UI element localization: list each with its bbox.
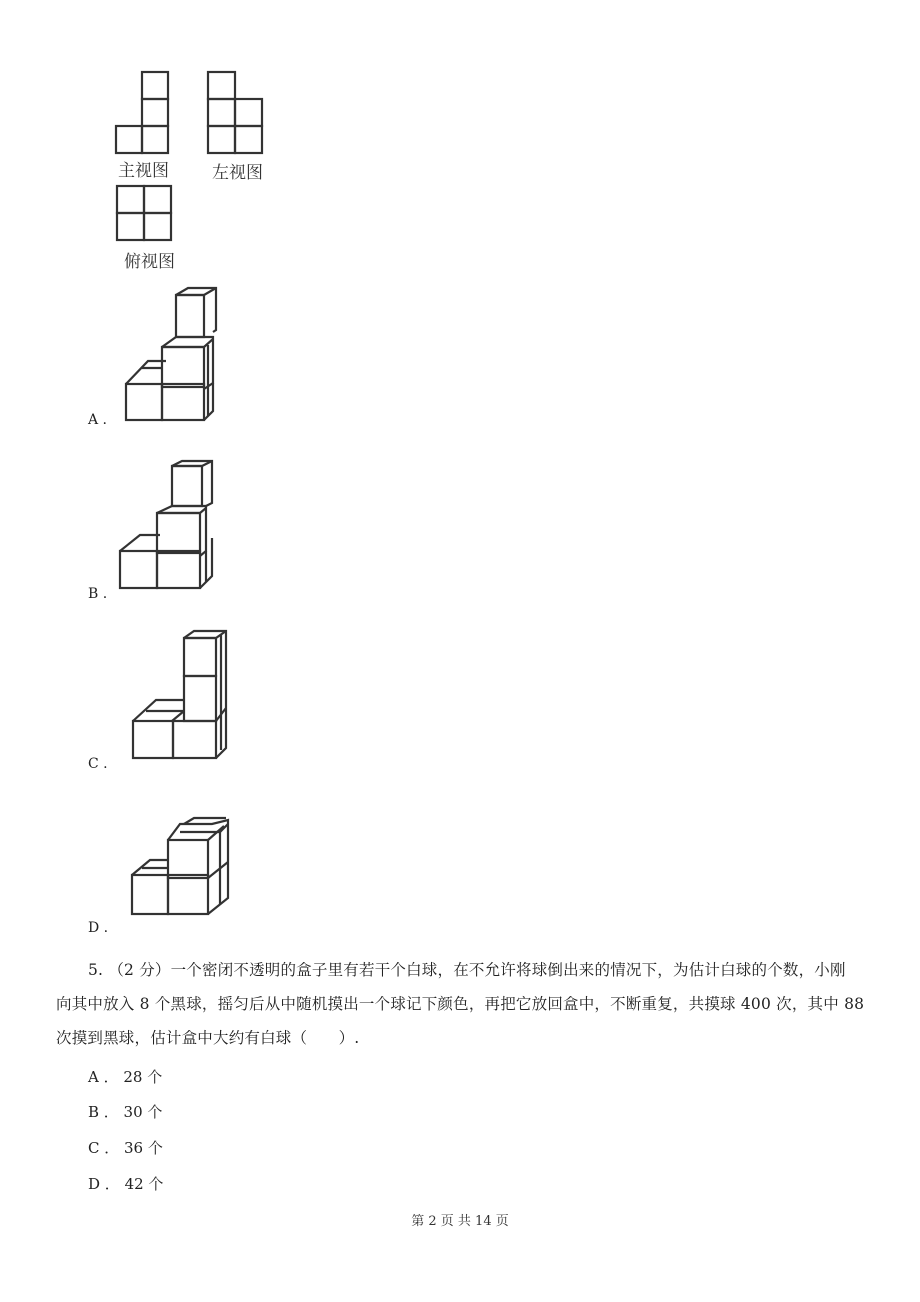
question-5-line-1: 5. （2 分）一个密闭不透明的盒子里有若干个白球，在不允许将球倒出来的情况下，为估计白球的个数，小刚 (88, 961, 846, 979)
page-footer: 第 2 页 共 14 页 (411, 1214, 509, 1229)
option-a-figure (118, 285, 228, 423)
option-d-figure (128, 818, 238, 918)
option-c-label: C . (88, 756, 108, 772)
front-view-label: 主视图 (118, 161, 169, 181)
option-a-label: A . (88, 412, 108, 428)
option-c-figure (128, 628, 238, 763)
option-b-label: B . (88, 586, 108, 602)
front-view-figure (112, 70, 172, 155)
left-view-figure (205, 70, 267, 155)
question-5-line-2: 向其中放入 8 个黑球，摇匀后从中随机摸出一个球记下颜色，再把它放回盒中，不断重复，共摸球 400 次，其中 88 (56, 995, 865, 1013)
question-5-option-c: C ． 36 个 (88, 1139, 163, 1157)
question-5-option-d: D ． 42 个 (88, 1175, 164, 1193)
question-5-option-b: B ． 30 个 (88, 1103, 163, 1121)
question-5-line-3: 次摸到黑球，估计盒中大约有白球（ ）. (56, 1029, 360, 1047)
option-b-figure (112, 458, 222, 593)
left-view-label: 左视图 (212, 163, 263, 183)
option-d-label: D . (88, 920, 109, 936)
top-view-label: 俯视图 (124, 252, 175, 272)
question-5-option-a: A ． 28 个 (88, 1068, 163, 1086)
top-view-figure (113, 183, 175, 243)
